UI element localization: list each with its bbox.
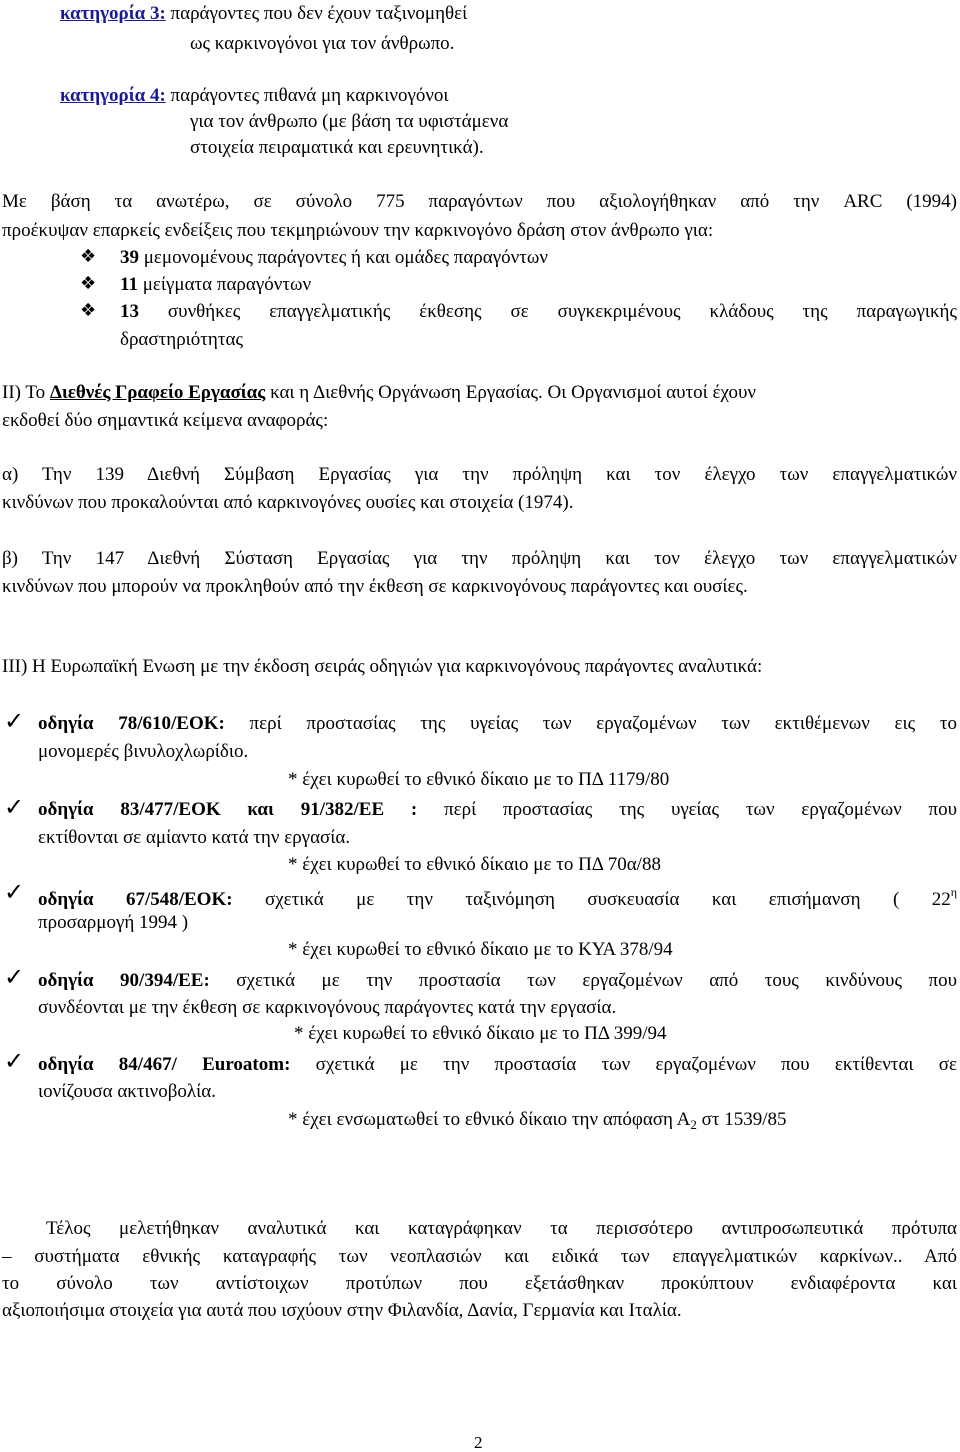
bullet-item-3 [120, 302, 957, 321]
directive-4-note: * έχει κυρωθεί το εθνικό δίκαιο με το ΠΔ 399/94 [294, 1023, 667, 1044]
directive-text: περί προστασίας της υγείας των εργαζομένων που [417, 799, 957, 820]
checkmark-icon: ✓ [4, 963, 25, 991]
directive-4-line-2: συνδέονται με την έκθεση σε καρκινογόνους παράγοντες κατά την εργασία. [38, 997, 617, 1018]
subscript: 2 [690, 1117, 697, 1132]
directive-title: οδηγία 78/610/ΕΟΚ: [38, 713, 225, 734]
directive-title: οδηγία 84/467/ Euroatom: [38, 1054, 291, 1075]
directive-3-line-2: προσαρμογή 1994 ) [38, 912, 189, 933]
category-4-text: παράγοντες πιθανά μη καρκινογόνοι [170, 85, 449, 106]
directive-title: οδηγία 83/477/ΕΟΚ και 91/382/ΕΕ : [38, 799, 418, 820]
closing-line-1: Τέλος μελετήθηκαν αναλυτικά και καταγράφηκαν τα περισσότερο αντιπροσωπευτικά πρότυπα [46, 1218, 957, 1239]
bullet-text: συνθήκες επαγγελματικής έκθεσης σε συγκεκριμένους κλάδους της παραγωγικής [139, 301, 957, 322]
bullet-num: 13 [120, 301, 139, 322]
bullet-num: 11 [120, 274, 138, 295]
category-4-text-cont2: στοιχεία πειραματικά και ερευνητικά). [190, 137, 484, 158]
category-4-label: κατηγορία 4: [60, 85, 166, 106]
directive-text: σχετικά με την προστασία των εργαζομένων από τους κινδύνους που [209, 970, 958, 991]
directive-note-rest: στ 1539/85 [696, 1109, 787, 1130]
category-3-text: παράγοντες που δεν έχουν ταξινομηθεί [170, 3, 468, 24]
checkmark-icon: ✓ [4, 793, 25, 821]
directive-text: σχετικά με την προστασία των εργαζομένων που εκτίθενται σε [290, 1054, 957, 1075]
directive-5-line-2: ιονίζουσα ακτινοβολία. [38, 1081, 216, 1102]
intro-line-1: Με βάση τα ανωτέρω, σε σύνολο 775 παραγόντων που αξιολογήθηκαν από την ARC (1994) [2, 191, 957, 212]
directive-1-line-2: μονομερές βινυλοχλωρίδιο. [38, 741, 249, 762]
ilo-org-name: Διεθνής Οργάνωση Εργασίας [312, 382, 538, 403]
section-2-line-1 [2, 383, 756, 402]
recommendation-b-line-2: κινδύνων που μπορούν να προκληθούν από την έκθεση σε καρκινογόνους παράγοντες και ουσίες. [2, 576, 748, 597]
directive-1-note: * έχει κυρωθεί το εθνικό δίκαιο με το ΠΔ 1179/80 [288, 769, 670, 790]
bullet-item-2 [120, 275, 311, 294]
directive-2-note: * έχει κυρωθεί το εθνικό δίκαιο με το ΠΔ 70α/88 [288, 854, 661, 875]
recommendation-b-line-1: β) Την 147 Διεθνή Σύσταση Εργασίας για την πρόληψη και τον έλεγχο των επαγγελματικών [2, 548, 957, 569]
checkmark-icon: ✓ [4, 707, 25, 735]
bullet-text: μείγματα παραγόντων [137, 274, 312, 295]
directive-5-line-1 [38, 1055, 957, 1074]
closing-line-3: το σύνολο των αντίστοιχων προτύπων που εξετάσθηκαν προκύπτουν ενδιαφέροντα και [2, 1273, 957, 1294]
directive-3-note: * έχει κυρωθεί το εθνικό δίκαιο με το ΚΥΑ 378/94 [288, 939, 673, 960]
bullet-text: μεμονομένους παράγοντες ή και ομάδες παραγόντων [139, 247, 548, 268]
section-2-line-2: εκδοθεί δύο σημαντικά κείμενα αναφοράς: [2, 410, 329, 431]
checkmark-icon: ✓ [4, 1047, 25, 1075]
intro-line-2: προέκυψαν επαρκείς ενδείξεις που τεκμηριώνουν την καρκινογόνο δράση στον άνθρωπο για: [2, 220, 714, 241]
diamond-bullet-icon: ❖ [80, 273, 97, 294]
category-3 [60, 4, 467, 23]
directive-4-line-1 [38, 971, 957, 990]
category-3-label: κατηγορία 3: [60, 3, 166, 24]
directive-2-line-2: εκτίθονται σε αμίαντο κατά την εργασία. [38, 827, 351, 848]
directive-2-line-1 [38, 800, 957, 819]
convention-a-line-2: κινδύνων που προκαλούνται από καρκινογόνες ουσίες και στοιχεία (1974). [2, 492, 574, 513]
ilo-office-name: Διεθνές Γραφείο Εργασίας [49, 382, 266, 403]
closing-line-4: αξιοποιήσιμα στοιχεία για αυτά που ισχύουν στην Φιλανδία, Δανία, Γερμανία και Ιταλία. [2, 1300, 682, 1321]
section-3-heading: ΙΙΙ) Η Ευρωπαϊκή Ενωση με την έκδοση σειράς οδηγιών για καρκινογόνους παράγοντες αναλυτικά: [2, 656, 763, 677]
section-2-rest: . Οι Οργανισμοί αυτοί έχουν [538, 382, 756, 403]
section-2-prefix: ΙΙ) Το [2, 382, 50, 403]
convention-a-line-1: α) Την 139 Διεθνή Σύμβαση Εργασίας για την πρόληψη και τον έλεγχο των επαγγελματικών [2, 464, 957, 485]
category-4-text-cont: για τον άνθρωπο (με βάση τα υφιστάμενα [190, 111, 509, 132]
diamond-bullet-icon: ❖ [80, 300, 97, 321]
diamond-bullet-icon: ❖ [80, 246, 97, 267]
directive-note-text: * έχει ενσωματωθεί το εθνικό δίκαιο την απόφαση Α [288, 1109, 691, 1130]
category-4 [60, 86, 449, 105]
bullet-num: 39 [120, 247, 139, 268]
closing-line-2: – συστήματα εθνικής καταγραφής των νεοπλασιών και ειδικά των επαγγελματικών καρκίνων.. Από [2, 1246, 957, 1267]
directive-text: περί προστασίας της υγείας των εργαζομένων των εκτιθέμενων εις το [224, 713, 957, 734]
directive-3-line-1 [38, 886, 957, 909]
category-3-text-cont: ως καρκινογόνοι για τον άνθρωπο. [190, 33, 455, 54]
bullet-item-3-cont: δραστηριότητας [120, 329, 243, 350]
directive-5-note [288, 1110, 787, 1131]
page-number: 2 [474, 1433, 483, 1452]
bullet-item-1 [120, 248, 548, 267]
section-2-mid: και η [265, 382, 313, 403]
directive-text: σχετικά με την ταξινόμηση συσκευασία και επισήμανση ( 22 [232, 889, 951, 910]
superscript: η [950, 885, 957, 899]
directive-title: οδηγία 67/548/ΕΟΚ: [38, 889, 233, 910]
directive-1-line-1 [38, 714, 957, 733]
directive-title: οδηγία 90/394/ΕΕ: [38, 970, 210, 991]
checkmark-icon: ✓ [4, 878, 25, 906]
